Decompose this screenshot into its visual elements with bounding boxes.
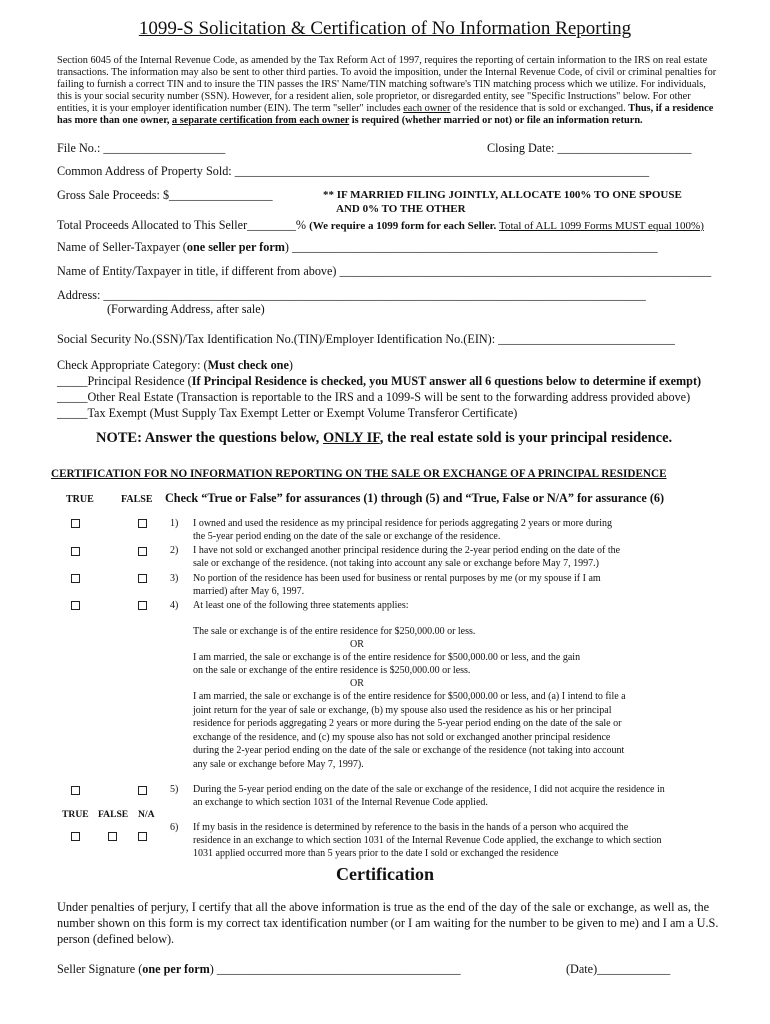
signature-date-field[interactable]: (Date)____________ (566, 962, 671, 976)
forwarding-address-label: (Forwarding Address, after sale) (107, 302, 265, 316)
common-address-field[interactable]: Common Address of Property Sold: ____________________________________________________________________ (57, 164, 650, 178)
perjury-statement: Under penalties of perjury, I certify that all the above information is true as the end of the day of the sale or exchange, as well as, the number shown on this form is my correct tax identification number (or I am waiting for the number to be given to me) and I am a U.S. person (defined below). (57, 900, 719, 946)
q1-false-checkbox[interactable] (138, 519, 147, 528)
file-no-field[interactable]: File No.: ____________________ (57, 141, 226, 155)
seller-signature-field[interactable]: Seller Signature (one per form) ________________________________________ (57, 962, 461, 976)
address-field[interactable]: Address: _________________________________________________________________________________________ (57, 288, 646, 302)
q6-number: 6) (170, 822, 179, 833)
category-principal[interactable]: _____Principal Residence (If Principal Residence is checked, you MUST answer all 6 questions below to determine if exempt) (57, 374, 702, 388)
seller-name-field[interactable]: Name of Seller-Taxpayer (one seller per form) ____________________________________________________________ (57, 240, 658, 254)
ssn-field[interactable]: Social Security No.(SSN)/Tax Identification No.(TIN)/Employer Identification No.(EIN): _____________________________ (57, 332, 675, 346)
q4-number: 4) (170, 600, 179, 611)
col-false: FALSE (121, 494, 153, 505)
gross-sale-field[interactable]: Gross Sale Proceeds: $_________________ (57, 188, 273, 202)
q6-line2: residence in an exchange to which section 1031 of the Internal Revenue Code applied, the exchange to which section (193, 835, 662, 846)
q4-statement3-line1: I am married, the sale or exchange is of the entire residence for $500,000.00 or less, and (a) I intend to file a (193, 691, 626, 702)
q3-true-checkbox[interactable] (71, 574, 80, 583)
q5-line1: During the 5-year period ending on the date of the sale or exchange of the residence, I did not acquire the residence in (193, 784, 665, 795)
q3-line1: No portion of the residence has been used for business or rental purposes by me (or my spouse if I am (193, 573, 601, 584)
q4-false-checkbox[interactable] (138, 601, 147, 610)
q5-line2: an exchange to which section 1031 of the Internal Revenue Code applied. (193, 797, 488, 808)
q4-statement3-line2: joint return for the year of sale or exchange, (b) my spouse also used the residence as his or her principal (193, 705, 612, 716)
q2-false-checkbox[interactable] (138, 547, 147, 556)
q6-line1: If my basis in the residence is determined by reference to the basis in the hands of a person who acquired the (193, 822, 629, 833)
q5-number: 5) (170, 784, 179, 795)
q4-statement3-line5: during the 2-year period ending on the date of the sale or exchange of the residence (not taking into account (193, 745, 625, 756)
q6-line3: 1031 applied occurred more than 5 years prior to the date I sold or exchanged the residence (193, 848, 559, 859)
q4-statement2-line2: on the sale or exchange of the entire residence is $250,000.00 or less. (193, 665, 471, 676)
q4-true-checkbox[interactable] (71, 601, 80, 610)
q4-statement3-line3: residence for periods aggregating 2 years or more during the 5-year period ending on the date of the sale or (193, 718, 622, 729)
certification-title: Certification (336, 864, 434, 884)
intro-paragraph: Section 6045 of the Internal Revenue Code, as amended by the Tax Reform Act of 1997, requires the reporting of certain information to the IRS on real estate transactions. The information may also be sent to other third parties. To avoid the imposition, under the Internal Revenue Code, of civil or criminal penalties for failing to furnish a correct TIN and to insure the TIN passes the IRS' Name/TIN matching software's TIN matching process which we utilize. For individuals, this is your social security number (SSN). However, for a resident alien, sole proprietor, or disregarded entity, see "Specific Instructions" below. For other entities, it is your employer identification number (EIN). The term "seller" includes each owner of the residence that is sold or exchanged. Thus, if a residence has more than one owner, a separate certification from each owner is required (whether married or not) or file an information return. (57, 55, 717, 126)
closing-date-field[interactable]: Closing Date: ______________________ (487, 141, 692, 155)
col-true: TRUE (66, 494, 94, 505)
q6-col-na: N/A (138, 809, 155, 820)
q1-true-checkbox[interactable] (71, 519, 80, 528)
q1-line1: I owned and used the residence as my principal residence for periods aggregating 2 years or more during (193, 518, 613, 529)
q6-na-checkbox[interactable] (138, 832, 147, 841)
q5-true-checkbox[interactable] (71, 786, 80, 795)
q3-number: 3) (170, 573, 179, 584)
q4-line1: At least one of the following three statements applies: (193, 600, 409, 611)
category-exempt[interactable]: _____Tax Exempt (Must Supply Tax Exempt Letter or Exempt Volume Transferor Certificate) (57, 406, 518, 420)
total-proceeds-field[interactable]: Total Proceeds Allocated to This Seller________% (We require a 1099 form for each Seller. Total of ALL 1099 Forms MUST equal 100%) (57, 218, 704, 232)
q2-true-checkbox[interactable] (71, 547, 80, 556)
married-note-line1: ** IF MARRIED FILING JOINTLY, ALLOCATE 100% TO ONE SPOUSE (323, 189, 682, 201)
q3-false-checkbox[interactable] (138, 574, 147, 583)
q4-statement3-line4: exchange of the residence, and (c) my spouse also has not sold or exchanged another principal residence (193, 732, 611, 743)
category-heading: Check Appropriate Category: (Must check one) (57, 358, 293, 372)
q5-false-checkbox[interactable] (138, 786, 147, 795)
q2-number: 2) (170, 545, 179, 556)
q4-statement2-line1: I am married, the sale or exchange is of the entire residence for $500,000.00 or less, and the gain (193, 652, 581, 663)
q1-line2: the 5-year period ending on the date of the sale or exchange of the residence. (193, 531, 501, 542)
q6-true-checkbox[interactable] (71, 832, 80, 841)
certification-heading: CERTIFICATION FOR NO INFORMATION REPORTING ON THE SALE OR EXCHANGE OF A PRINCIPAL RESIDENCE (51, 468, 667, 480)
married-note-line2: AND 0% TO THE OTHER (336, 203, 466, 215)
or-separator-1: OR (350, 639, 364, 650)
q1-number: 1) (170, 518, 179, 529)
form-title: 1099-S Solicitation & Certification of No Information Reporting (138, 18, 632, 39)
q6-col-true: TRUE (62, 809, 89, 820)
note-heading: NOTE: Answer the questions below, ONLY IF, the real estate sold is your principal residence. (96, 430, 673, 446)
q2-line2: sale or exchange of the residence. (not taking into account any sale or exchange before May 7, 1997.) (193, 558, 599, 569)
q6-false-checkbox[interactable] (108, 832, 117, 841)
q6-col-false: FALSE (98, 809, 129, 820)
column-instruction: Check “True or False” for assurances (1) through (5) and “True, False or N/A” for assurance (6) (165, 491, 665, 505)
q4-statement1: The sale or exchange is of the entire residence for $250,000.00 or less. (193, 626, 476, 637)
q4-statement3-line6: any sale or exchange before May 7, 1997). (193, 759, 364, 770)
q2-line1: I have not sold or exchanged another principal residence during the 2-year period ending on the date of the (193, 545, 621, 556)
entity-name-field[interactable]: Name of Entity/Taxpayer in title, if different from above) _____________________________________________________________ (57, 264, 712, 278)
q3-line2: married) after May 6, 1997. (193, 586, 305, 597)
category-other[interactable]: _____Other Real Estate (Transaction is reportable to the IRS and a 1099-S will be sent to the forwarding address provided above) (57, 390, 691, 404)
or-separator-2: OR (350, 678, 364, 689)
